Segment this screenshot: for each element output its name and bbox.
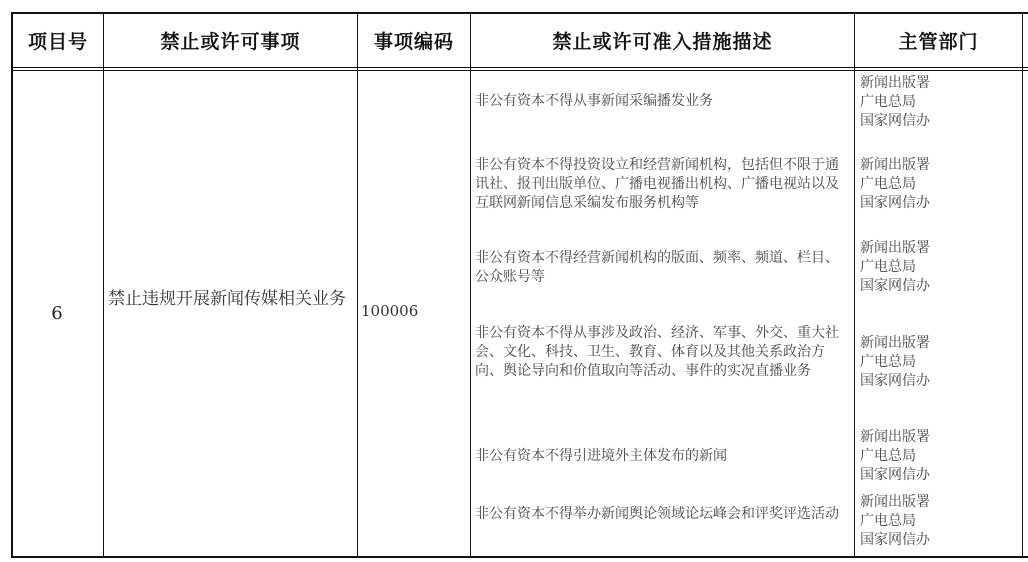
column-divider-1 (103, 12, 104, 558)
header-measure-description: 禁止或许可准入措施描述 (552, 30, 773, 53)
row-item-name: 禁止违规开展新闻传媒相关业务 (108, 289, 346, 309)
header-item-number: 项目号 (27, 30, 88, 53)
department-name: 国家网信办 (860, 467, 930, 483)
department-name: 广电总局 (860, 176, 916, 192)
measure-3: 非公有资本不得经营新闻机构的版面、频率、频道、栏目、公众账号等 (475, 250, 839, 285)
department-name: 国家网信办 (860, 532, 930, 548)
department-group-6 (860, 493, 1020, 550)
department-name: 广电总局 (860, 448, 916, 464)
column-divider-2 (357, 12, 358, 558)
row-item-code: 100006 (361, 302, 419, 320)
department-name: 广电总局 (860, 513, 916, 529)
department-name: 新闻出版署 (860, 157, 930, 173)
measure-1: 非公有资本不得从事新闻采编播发业务 (475, 93, 713, 109)
department-name: 新闻出版署 (860, 75, 930, 91)
header-divider-double (11, 70, 1028, 71)
department-group-2 (860, 156, 1020, 213)
department-name: 国家网信办 (860, 278, 930, 294)
department-name: 国家网信办 (860, 113, 930, 129)
measure-4: 非公有资本不得从事涉及政治、经济、军事、外交、重大社会、文化、科技、卫生、教育、体育以及其他关系政治方向、舆论导向和价值取向等活动、事件的实况直播业务 (475, 325, 839, 379)
header-item-name: 禁止或许可事项 (160, 30, 301, 53)
department-name: 新闻出版署 (860, 240, 930, 256)
measure-5: 非公有资本不得引进境外主体发布的新闻 (475, 448, 727, 464)
department-name: 新闻出版署 (860, 494, 930, 510)
department-name: 广电总局 (860, 94, 916, 110)
department-name: 新闻出版署 (860, 429, 930, 445)
measure-6: 非公有资本不得举办新闻舆论领域论坛峰会和评奖评选活动 (475, 506, 839, 522)
department-group-4 (860, 334, 1020, 391)
column-divider-3 (470, 12, 471, 558)
column-divider-4 (854, 12, 855, 558)
column-divider-5 (1022, 12, 1023, 558)
table-bottom-border (11, 556, 1028, 558)
department-name: 国家网信办 (860, 195, 930, 211)
measure-2: 非公有资本不得投资设立和经营新闻机构，包括但不限于通讯社、报刊出版单位、广播电视播出机构、广播电视站以及互联网新闻信息采编发布服务机构等 (475, 157, 839, 211)
department-group-5 (860, 428, 1020, 485)
department-name: 广电总局 (860, 259, 916, 275)
department-group-1 (860, 74, 1020, 131)
row-item-number: 6 (51, 302, 63, 324)
department-name: 广电总局 (860, 354, 916, 370)
header-item-code: 事项编码 (373, 30, 454, 53)
department-name: 国家网信办 (860, 373, 930, 389)
department-name: 新闻出版署 (860, 335, 930, 351)
header-divider (11, 67, 1028, 68)
department-group-3 (860, 239, 1020, 296)
header-department: 主管部门 (898, 30, 979, 53)
